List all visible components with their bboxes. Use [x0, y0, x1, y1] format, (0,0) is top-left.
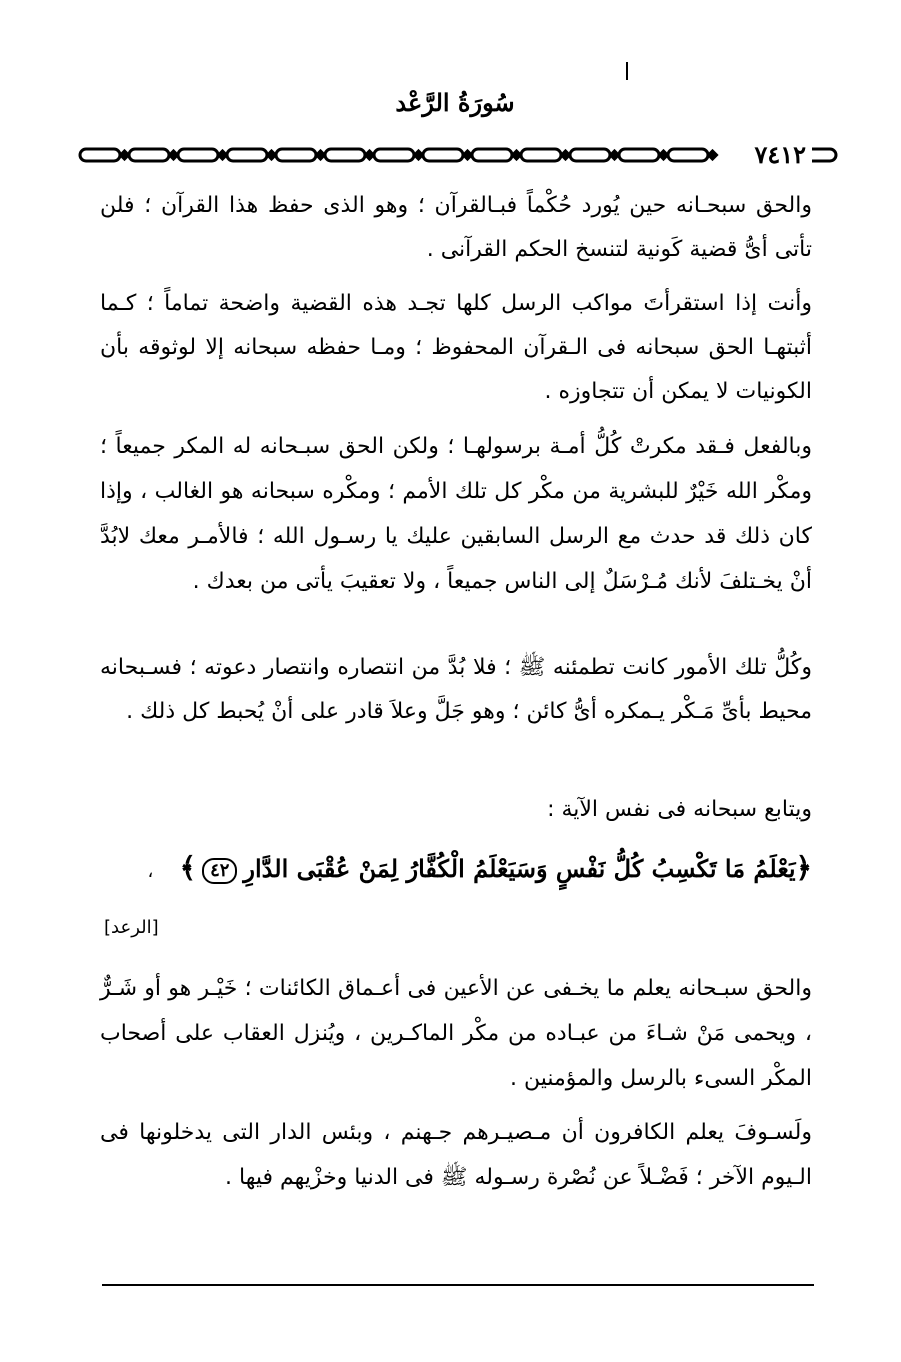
verse-intro: ويتابع سبحانه فى نفس الآية : — [547, 797, 812, 822]
chain-ornament-icon — [76, 140, 840, 170]
verse-text: يَعْلَمُ مَا تَكْسِبُ كُلُّ نَفْسٍ وَسَيَعْلَمُ الْكُفَّارُ لِمَنْ عُقْبَى الدَّارِ — [243, 854, 796, 883]
surah-title: سُورَةُ الرَّعْد — [395, 88, 515, 117]
verse-trailing-mark: ، — [147, 861, 154, 882]
verse-number: ٤٢ — [202, 858, 237, 884]
page-number: ٧٤١٢ — [748, 140, 812, 170]
top-tick-mark — [626, 62, 628, 80]
paragraph-6: ولَسـوفَ يعلم الكافرون أن مـصيـرهم جـهنم ، وبئس الدار التى يدخلونها فى الـيوم الآخر ؛ فَضْـلاً عن نُصْرة رسـوله ﷺ فى الدنيا وخزْيهم فيها . — [100, 1120, 812, 1190]
bottom-rule — [102, 1284, 814, 1286]
paragraph-4: وكُلُّ تلك الأمور كانت تطمئنه ﷺ ؛ فلا بُدَّ من انتصاره وانتصار دعوته ؛ فسـبحانه محيط بأىِّ مَـكْر يـمكره أىُّ كائن ؛ وهو جَلَّ وعلاَ قادر على أنْ يُحبط كل ذلك . — [100, 655, 812, 724]
verse-source-reference: [الرعد] — [104, 917, 159, 938]
header-ornament-band — [76, 140, 840, 170]
paragraph-1: والحق سبحـانه حين يُورد حُكْماً فبـالقرآن ؛ وهو الذى حفظ هذا القرآن ؛ فلن تأتى أىُّ قضية كَونية لتنسخ الحكم القرآنى . — [100, 193, 812, 262]
verse-close-ornament: ﴾ — [179, 851, 197, 884]
paragraph-5: والحق سبـحانه يعلم ما يخـفى عن الأعين فى أعـماق الكائنات ؛ خَيْـر هو أو شَـرٌّ ، ويحمى مَنْ شـاءَ من عبـاده من مكْر الماكـرين ، ويُنزل العقاب على أصحاب المكْر السىء بالرسل والمؤمنين . — [100, 976, 812, 1091]
paragraph-2: وأنت إذا استقرأتَ مواكب الرسل كلها تجـد هذه القضية واضحة تماماً ؛ كـما أثبتهـا الحق سبحانه فى الـقرآن المحفوظ ؛ ومـا حفظه سبحانه إلا لوثوقه بأن الكونيات لا يمكن أن تتجاوزه . — [100, 291, 812, 404]
quran-verse — [128, 842, 812, 898]
verse-open-ornament: ﴿ — [795, 851, 812, 884]
paragraph-3: وبالفعل فـقد مكرتْ كُلُّ أمـة برسولهـا ؛ ولكن الحق سبـحانه له المكر جميعاً ؛ ومكْر الله خَيْرٌ للبشرية من مكْر كل تلك الأمم ؛ ومكْره سبحانه هو الغالب ، وإذا كان ذلك قد حدث مع الرسل السابقين عليك يا رسـول الله ؛ فالأمـر معك لابُدَّ أنْ يخـتلفَ لأنك مُـرْسَلٌ إلى الناس جميعاً ، ولا تعقيبَ يأتى من بعدك . — [100, 434, 812, 594]
